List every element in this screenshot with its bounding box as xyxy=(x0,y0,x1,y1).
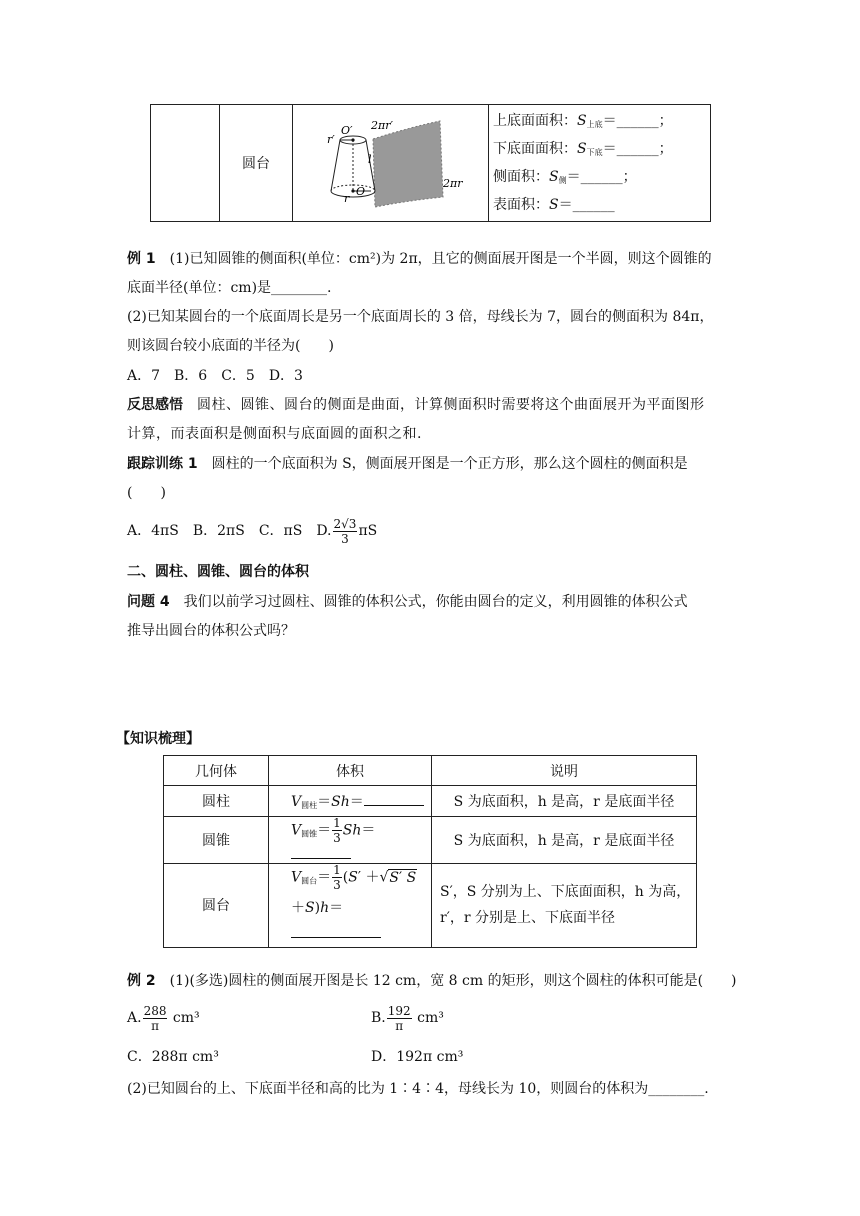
question4-line1: 问题 4 我们以前学习过圆柱、圆锥的体积公式，你能由圆台的定义，利用圆锥的体积公式 xyxy=(127,594,688,610)
example2-option-c: C．288π cm³ xyxy=(127,1049,219,1065)
label-o-top: O′ xyxy=(341,124,353,137)
formula-lateral-area: 侧面积：$S_侧=\_\_\_\_\_\_$； xyxy=(493,168,637,185)
reflection-line1: 反思感悟 圆柱、圆锥、圆台的侧面是曲面，计算侧面积时需要将这个曲面展开为平面图形 xyxy=(127,397,705,413)
label-r-top: r′ xyxy=(327,133,335,146)
blank-cell xyxy=(151,105,220,222)
frustum-formula-cell xyxy=(489,105,711,222)
frustum-diagram-cell xyxy=(293,105,489,222)
frustum-name-cell xyxy=(220,105,293,222)
label-arc-top: 2πr′ xyxy=(371,119,393,132)
header-solid: 几何体 xyxy=(164,756,269,786)
frustum-net-diagram xyxy=(293,105,488,221)
row-cone: 圆锥 $V_{圆锥}=$ $\frac{1}{3}$ Sh＝ S 为底面积，h 是高，r 是底面半径 xyxy=(164,817,697,864)
label-arc-bottom: 2πr xyxy=(443,177,463,190)
formula-bottom-area: 下底面面积：$S_{下底}=\_\_\_\_\_\_$； xyxy=(493,140,673,157)
track1-line1: 跟踪训练 1 圆柱的一个底面积为 S，侧面展开图是一个正方形，那么这个圆柱的侧面积是 xyxy=(127,456,688,472)
example2-option-b: B. $\frac{192}{\pi}$ cm³ xyxy=(371,1003,444,1033)
formula-surface-area: 表面积：S＝______ xyxy=(493,196,615,213)
header-note: 说明 xyxy=(432,756,697,786)
row-cylinder: 圆柱 $V_{圆柱}=Sh=$ S 为底面积，h 是高，r 是底面半径 xyxy=(164,786,697,817)
example2-line2: (2)已知圆台的上、下底面半径和高的比为 1∶4∶4，母线长为 10，则圆台的体积为________. xyxy=(127,1081,709,1097)
header-volume: 体积 xyxy=(269,756,432,786)
reflection-line2: 计算，而表面积是侧面积与底面圆的面积之和. xyxy=(127,426,422,442)
track1-line2: ( ) xyxy=(127,485,166,501)
knowledge-title: 【知识梳理】 xyxy=(116,731,200,747)
example2-option-d: D．192π cm³ xyxy=(371,1049,464,1065)
example1-line3: (2)已知某圆台的一个底面周长是另一个底面周长的 3 倍，母线长为 7，圆台的侧面积为 84π， xyxy=(127,309,714,325)
example1-options: A．7 B．6 C．5 D．3 xyxy=(127,368,303,384)
frustum-area-table xyxy=(150,104,711,222)
label-o-bottom: O xyxy=(356,185,366,198)
example2-option-a: A. $\frac{288}{\pi}$ cm³ xyxy=(127,1003,200,1033)
fraction-2sqrt3-over-3: $\frac{2√3}{3}$ xyxy=(333,516,357,546)
row-frustum: 圆台 $V_{圆台}=$ $\frac{1}{3}$ (S′ ＋√S′ S ＋S)h＝ S′，S 分别为上、下底面面积，h 为高， r′，r 分别是上、下底面半径 xyxy=(164,864,697,948)
label-r-bottom: r xyxy=(344,192,350,205)
question4-line2: 推导出圆台的体积公式吗？ xyxy=(127,623,295,639)
example1-line4: 则该圆台较小底面的半径为( ) xyxy=(127,338,334,354)
volume-table xyxy=(163,755,697,948)
label-l: l xyxy=(368,153,372,166)
example1-line2: 底面半径(单位：cm)是________. xyxy=(127,280,332,296)
section2-heading: 二、圆柱、圆锥、圆台的体积 xyxy=(127,564,309,580)
formula-top-area: 上底面面积：$S_{上底}=\_\_\_\_\_\_$； xyxy=(493,112,673,129)
frustum-name: 圆台 xyxy=(242,156,270,172)
lateral-surface-net xyxy=(373,121,443,207)
example2-line1: 例 2 (1)(多选)圆柱的侧面展开图是长 12 cm，宽 8 cm 的矩形，则这个圆柱的体积可能是( ) xyxy=(127,973,737,989)
example1-line1: 例 1 (1)已知圆锥的侧面积(单位：cm²)为 2π，且它的侧面展开图是一个半圆，则这个圆锥的 xyxy=(127,251,712,267)
track1-options: A．4πS B．2πS C．πS D. $\frac{2√3}{3}$ πS xyxy=(127,516,378,546)
